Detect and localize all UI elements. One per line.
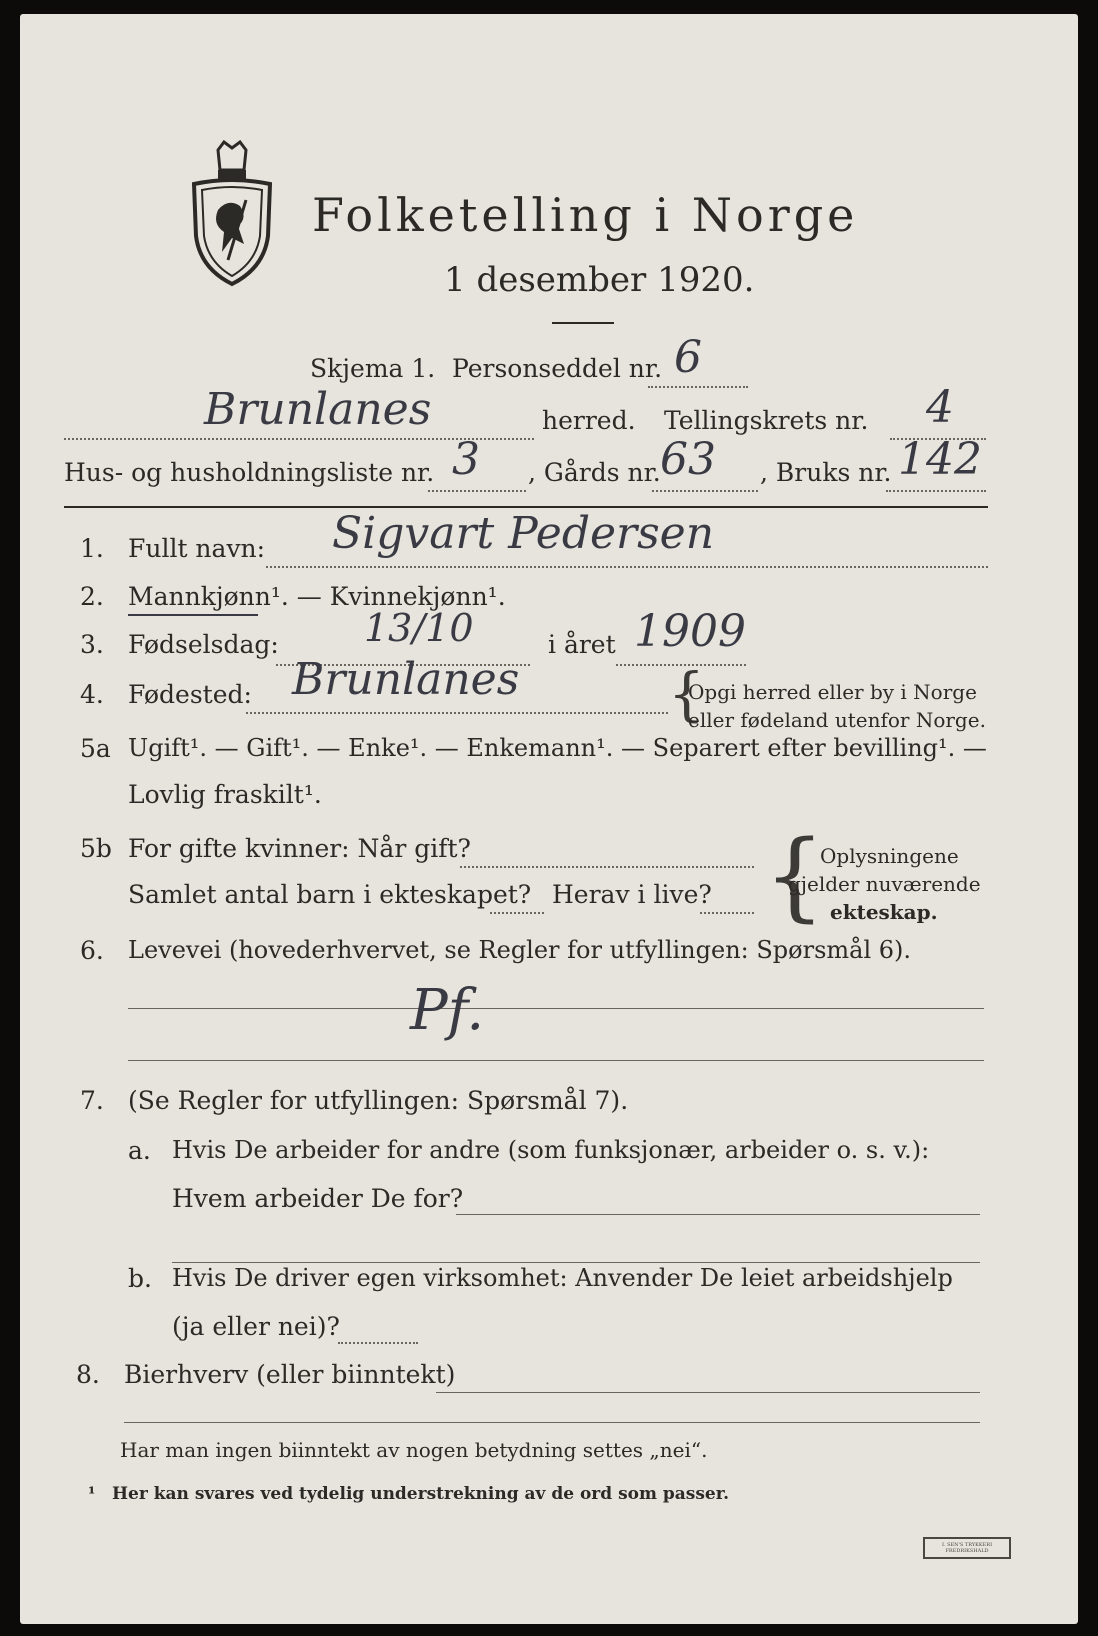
q5b-brace: { [764, 820, 826, 932]
q7a-line2: Hvem arbeider De for? [172, 1184, 464, 1213]
q6-line1 [128, 1008, 984, 1009]
q7b-line1: Hvis De driver egen virksomhet: Anvender De leiet arbeidshjelp [172, 1264, 953, 1292]
q5b-alive-line [700, 912, 754, 914]
coat-of-arms-icon [188, 140, 276, 288]
q6-number: 6. [80, 936, 104, 965]
tellingskrets-label: Tellingskrets nr. [664, 406, 869, 435]
q6-value: Pf. [410, 978, 485, 1043]
footnote-mark: ¹ [88, 1484, 96, 1504]
form-date: 1 desember 1920. [444, 260, 755, 300]
gards-line [652, 490, 758, 492]
q4-number: 4. [80, 680, 104, 709]
q4-label: Fødested: [128, 680, 252, 709]
q7a-number: a. [128, 1136, 151, 1165]
q5b-note-line2: gjelder nuværende [788, 872, 981, 896]
schema-label: Skjema 1. [310, 354, 436, 383]
bruks-value: 142 [898, 434, 982, 485]
q3-year-value: 1909 [634, 606, 746, 657]
footer-note: Har man ingen biinntekt av nogen betydning settes „nei“. [120, 1438, 708, 1462]
q5b-alive-label: Herav i live? [552, 880, 712, 909]
q4-note-line1: Opgi herred eller by i Norge [688, 680, 977, 704]
hus-label: Hus- og husholdningsliste nr. [64, 458, 435, 487]
q3-year-label: i året [548, 630, 616, 659]
q4-brace: { [668, 660, 705, 728]
q2-label: Mannkjønn¹. — Kvinnekjønn¹. [128, 582, 506, 611]
title-divider [552, 322, 614, 324]
q5b-children-label: Samlet antal barn i ekteskapet? [128, 880, 532, 909]
q4-note-line2: eller fødeland utenfor Norge. [688, 708, 986, 732]
census-form [20, 14, 1078, 1624]
q7a-answer-line2 [172, 1262, 980, 1263]
q1-line [266, 566, 988, 568]
footnote-text: Her kan svares ved tydelig understrekning av de ord som passer. [112, 1484, 730, 1504]
printer-stamp: I. SEN'S TRYKKERI FREDRIKSHALD [923, 1537, 1011, 1559]
q8-number: 8. [76, 1360, 100, 1389]
q2-underline [128, 614, 258, 616]
herred-label: herred. [542, 406, 636, 435]
q3-label: Fødselsdag: [128, 630, 279, 659]
q5a-number: 5a [80, 734, 111, 763]
q5b-married-line [460, 866, 754, 868]
q1-value: Sigvart Pedersen [332, 508, 715, 559]
personseddel-value: 6 [674, 332, 702, 383]
q7b-number: b. [128, 1264, 152, 1293]
q8-label: Bierhverv (eller biinntekt) [124, 1360, 456, 1389]
q7a-line1: Hvis De arbeider for andre (som funksjonær, arbeider o. s. v.): [172, 1136, 930, 1164]
q5b-line1: For gifte kvinner: Når gift? [128, 834, 471, 863]
q6-line2 [128, 1060, 984, 1061]
bruks-label: , Bruks nr. [760, 458, 892, 487]
q5b-note-line1: Oplysningene [820, 844, 959, 868]
q8-answer-line2 [124, 1422, 980, 1423]
q7b-answer-line [338, 1342, 418, 1344]
q8-answer-line1 [436, 1392, 980, 1393]
gards-label: , Gårds nr. [528, 458, 661, 487]
q7-number: 7. [80, 1086, 104, 1115]
personseddel-label: Personseddel nr. [452, 354, 663, 383]
tellingskrets-value: 4 [926, 382, 954, 433]
herred-value: Brunlanes [204, 384, 432, 435]
q2-number: 2. [80, 582, 104, 611]
q3-number: 3. [80, 630, 104, 659]
form-title: Folketelling i Norge [312, 188, 859, 242]
q4-line [246, 712, 668, 714]
q5a-line2: Lovlig fraskilt¹. [128, 780, 322, 809]
bruks-line [886, 490, 986, 492]
q4-value: Brunlanes [292, 654, 520, 705]
q1-label: Fullt navn: [128, 534, 266, 563]
q7-label: (Se Regler for utfyllingen: Spørsmål 7). [128, 1086, 629, 1115]
hus-line [428, 490, 526, 492]
q5b-number: 5b [80, 834, 112, 863]
gards-value: 63 [660, 434, 716, 485]
q6-label: Levevei (hovederhvervet, se Regler for utfyllingen: Spørsmål 6). [128, 936, 912, 964]
hus-value: 3 [452, 434, 480, 485]
personseddel-line [648, 386, 748, 388]
q5a-line1: Ugift¹. — Gift¹. — Enke¹. — Enkemann¹. — Separert efter bevilling¹. — [128, 734, 987, 762]
q7a-answer-line1 [456, 1214, 980, 1215]
q7b-line2: (ja eller nei)? [172, 1312, 340, 1341]
q5b-children-line [490, 912, 544, 914]
q3-value: 13/10 [364, 606, 474, 650]
q1-number: 1. [80, 534, 104, 563]
q5b-note-line3: ekteskap. [830, 900, 938, 924]
